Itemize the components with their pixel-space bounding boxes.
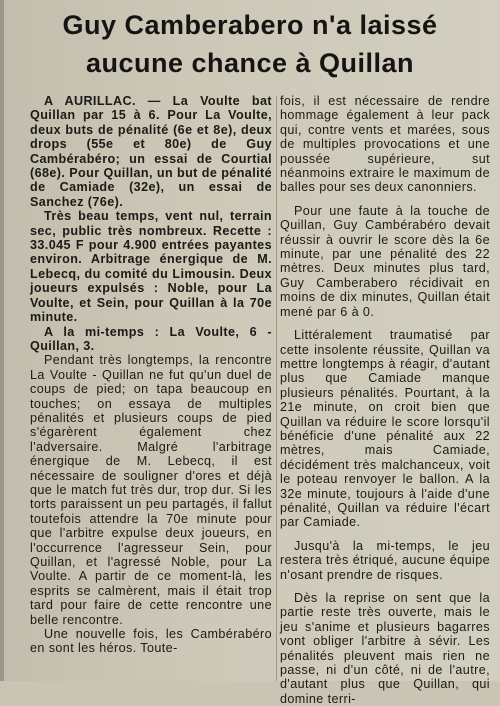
body-paragraph: Une nouvelle fois, les Cambérabéro en sont les héros. Toute- <box>30 627 272 656</box>
article-column-left <box>30 94 272 656</box>
clipping-edge <box>0 0 4 681</box>
headline-line-1: Guy Camberabero n'a laissé <box>62 10 438 40</box>
headline-line-2: aucune chance à Quillan <box>85 48 415 78</box>
column-divider <box>276 96 277 681</box>
body-paragraph: Littéralement traumatisé par cette insolente réussite, Quillan va mettre longtemps à réagir, d'autant plus que Camiade manque plusieurs pénalités. Pourtant, à la 21e minute, on croit bien que Quillan va réduire le score lorsqu'il bénéficie d'une pénalité aux 22 mètres, mais Camiade, décidément très malchanceux, voit le poteau renvoyer le ballon. A la 32e minute, toujours à l'aide d'une pénalité, Quillan va réduire l'écart par Camiade. <box>280 328 490 530</box>
lead-paragraph: A AURILLAC. — La Voulte bat Quillan par 15 à 6. Pour La Voulte, deux buts de pénalité (6e et 8e), deux drops (55e et 80e) de Guy Cambérabéro; un essai de Courtial (68e). Pour Quillan, un but de pénalité de Camiade (32e), un essai de Sanchez (76e). <box>30 94 272 209</box>
halftime-score: A la mi-temps : La Voulte, 6 - Quillan, 3. <box>30 324 272 353</box>
match-conditions: Très beau temps, vent nul, terrain sec, public très nombreux. Recette : 33.045 F pour 4.900 entrées payantes environ. Arbitrage énergique de M. Lebecq, du comité du Limousin. Deux joueurs expulsés : Noble, pour La Voulte, et Sein, pour Quillan à la 70e minute. <box>30 209 272 325</box>
article-column-right <box>280 94 490 706</box>
body-paragraph: fois, il est nécessaire de rendre hommage également à leur pack qui, contre vents et marées, sous de multiples provocations et une poussée supérieure, sut néanmoins extraire le maximum de balles pour ses deux canonniers. <box>280 94 490 195</box>
headline <box>0 6 500 82</box>
body-paragraph: Pendant très longtemps, la rencontre La Voulte - Quillan ne fut qu'un duel de coups de pied; on tapa beaucoup en touches; on essaya de multiples pénalités et plusieurs coups de pied s'égarèrent également chez l'adversaire. Malgré l'arbitrage énergique de M. Lebecq, il est nécessaire de souligner d'ores et déjà que le match fut très dur, trop dur. Si les torts paraissent un peu partagés, il fallut toutefois attendre la 70e minute pour que l'arbitre expulse deux joueurs, en l'occurrence l'agresseur Sein, pour Quillan, et l'agressé Noble, pour La Voulte. A partir de ce moment-là, les esprits se calmèrent, mais il était trop tard pour faire de cette rencontre une belle rencontre. <box>30 353 272 627</box>
body-paragraph: Pour une faute à la touche de Quillan, Guy Cambérabéro devait réussir à ouvrir le score dès la 6e minute, par une pénalité des 22 mètres. Deux minutes plus tard, Guy Camberabero récidivait en moins de dix minutes, Quillan était mené par 6 à 0. <box>280 203 490 319</box>
body-paragraph: Dès la reprise on sent que la partie reste très ouverte, mais le jeu s'anime et plusieurs bagarres vont obliger l'arbitre à sévir. Les pénalités pleuvent mais rien ne passe, ni d'un côté, ni de l'autre, d'autant plus que Quillan, qui domine terri- <box>280 591 490 706</box>
body-paragraph: Jusqu'à la mi-temps, le jeu restera très étriqué, aucune équipe n'osant prendre de risques. <box>280 538 490 582</box>
